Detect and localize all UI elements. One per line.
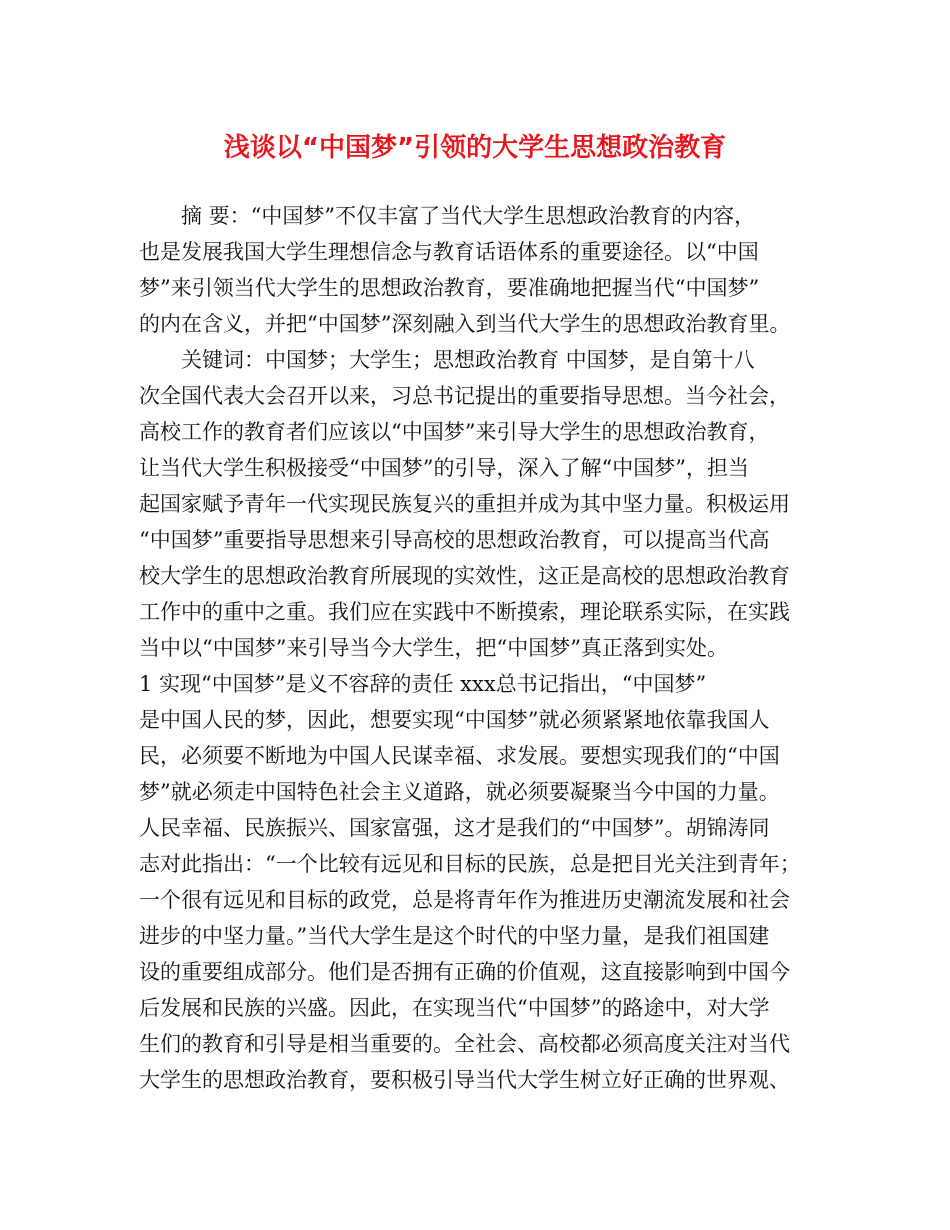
text-line: 志对此指出：“一个比较有远见和目标的民族，总是把目光关注到青年；: [139, 852, 801, 876]
text-line: 工作中的重中之重。我们应在实践中不断摸索，理论联系实际，在实践: [139, 600, 790, 624]
text-line: 次全国代表大会召开以来，习总书记提出的重要指导思想。当今社会，: [139, 384, 790, 408]
text-line: 梦”来引领当代大学生的思想政治教育，要准确地把握当代“中国梦”: [139, 276, 760, 300]
text-line: 进步的中坚力量。”当代大学生是这个时代的中坚力量，是我们祖国建: [139, 924, 770, 948]
text-line: 高校工作的教育者们应该以“中国梦”来引导大学生的思想政治教育，: [139, 420, 770, 444]
text-line: 是中国人民的梦，因此，想要实现“中国梦”就必须紧紧地依靠我国人: [139, 708, 770, 732]
text-line: 让当代大学生积极接受“中国梦”的引导，深入了解“中国梦”，担当: [139, 456, 749, 480]
text-line: 大学生的思想政治教育，要积极引导当代大学生树立好正确的世界观、: [139, 1068, 790, 1092]
text-line: “中国梦”重要指导思想来引导高校的思想政治教育，可以提高当代高: [139, 528, 770, 552]
text-line: 当中以“中国梦”来引导当今大学生，把“中国梦”真正落到实处。: [139, 636, 728, 660]
abstract-line: 摘 要：“中国梦”不仅丰富了当代大学生思想政治教育的内容，: [181, 204, 756, 228]
text-line: 一个很有远见和目标的政党，总是将青年作为推进历史潮流发展和社会: [139, 888, 790, 912]
document-body: [139, 198, 829, 1098]
text-line: 生们的教育和引导是相当重要的。全社会、高校都必须高度关注对当代: [139, 1032, 790, 1056]
text-line: 梦”就必须走中国特色社会主义道路，就必须要凝聚当今中国的力量。: [139, 780, 780, 804]
text-line: 起国家赋予青年一代实现民族复兴的重担并成为其中坚力量。积极运用: [139, 492, 790, 516]
text-line: 也是发展我国大学生理想信念与教育话语体系的重要途径。以“中国: [139, 240, 759, 264]
text-line: 校大学生的思想政治教育所展现的实效性，这正是高校的思想政治教育: [139, 564, 790, 588]
text-line: 人民幸福、民族振兴、国家富强，这才是我们的“中国梦”。胡锦涛同: [139, 816, 770, 840]
text-line: 设的重要组成部分。他们是否拥有正确的价值观，这直接影响到中国今: [139, 960, 790, 984]
text-line: 后发展和民族的兴盛。因此，在实现当代“中国梦”的路途中，对大学: [139, 996, 770, 1020]
document-title: 浅谈以“中国梦”引领的大学生思想政治教育: [223, 133, 727, 163]
text-line: 民，必须要不断地为中国人民谋幸福、求发展。要想实现我们的“中国: [139, 744, 780, 768]
keywords-line: 关键词：中国梦；大学生；思想政治教育 中国梦，是自第十八: [181, 348, 755, 372]
section-heading-line: 1 实现“中国梦”是义不容辞的责任 xxx总书记指出，“中国梦”: [139, 672, 707, 696]
text-line: 的内在含义，并把“中国梦”深刻融入到当代大学生的思想政治教育里。: [139, 312, 791, 336]
